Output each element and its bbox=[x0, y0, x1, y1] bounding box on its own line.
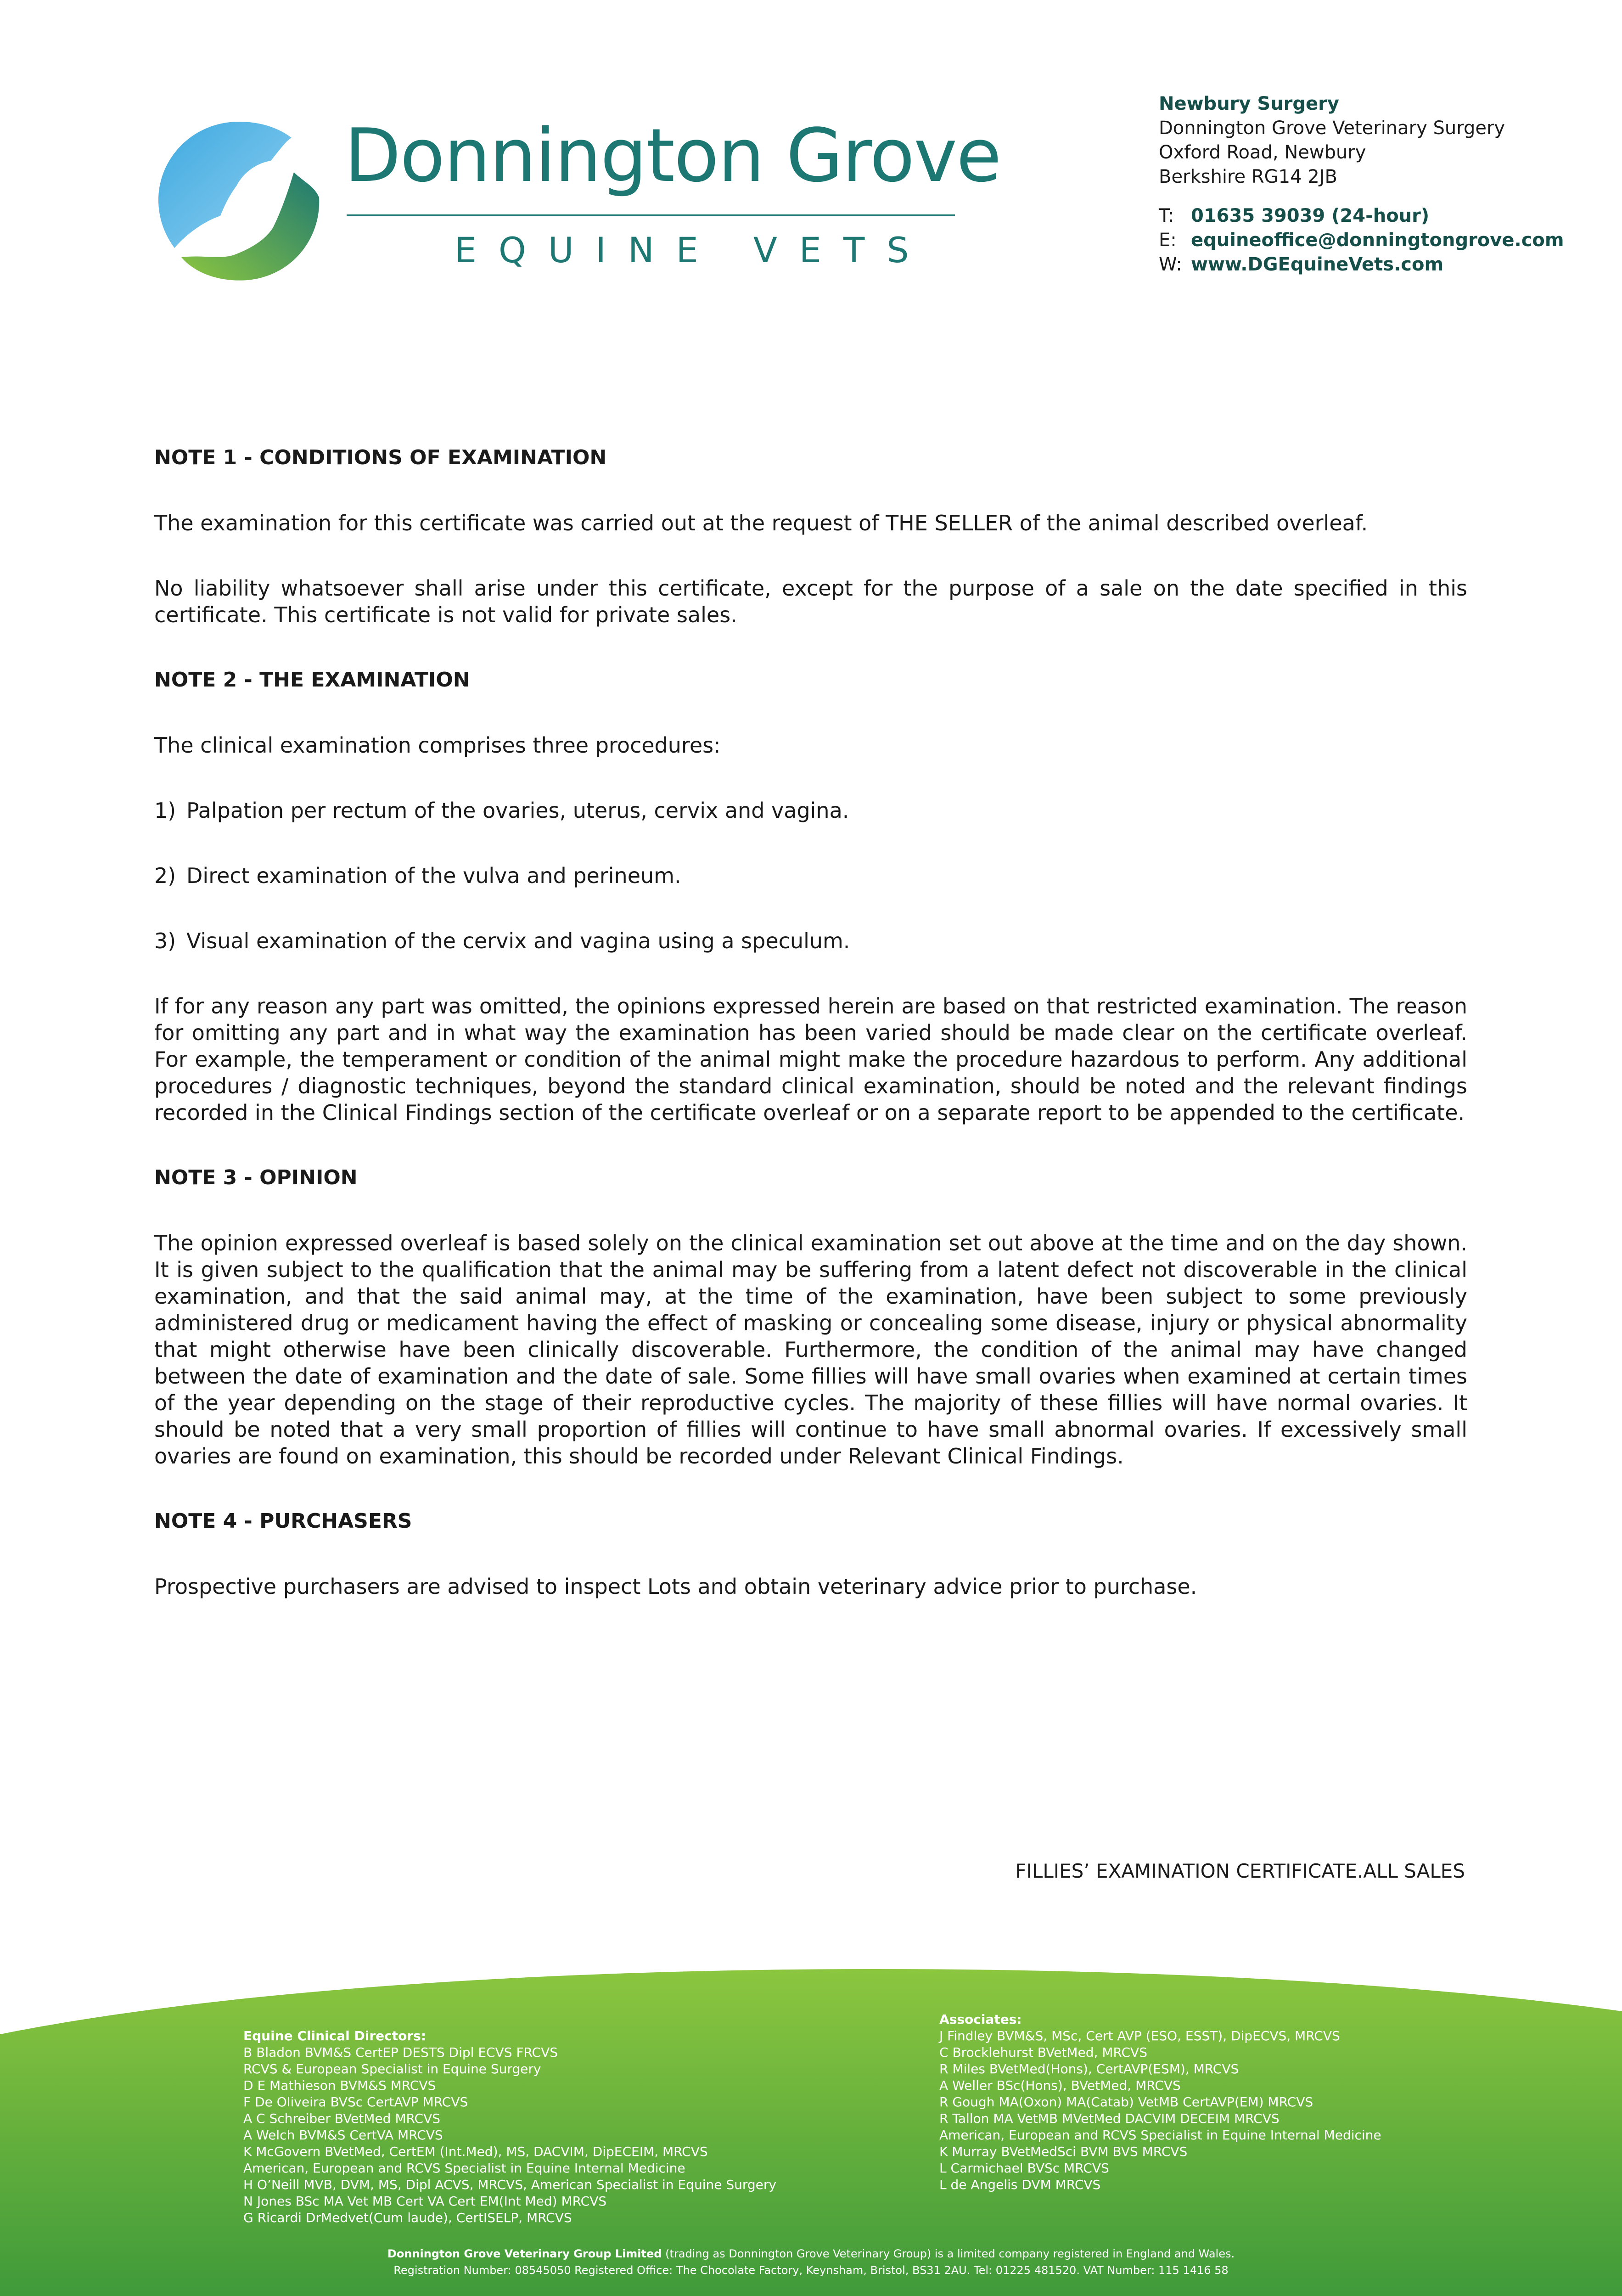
note-2-heading: NOTE 2 - THE EXAMINATION bbox=[154, 668, 470, 692]
associate-entry: C Brocklehurst BVetMed, MRCVS bbox=[939, 2045, 1147, 2060]
legal-footer bbox=[0, 2245, 1622, 2279]
procedure-number: 2) bbox=[154, 863, 176, 888]
legal-text: (trading as Donnington Grove Veterinary Group) is a limited company registered in England and Wales. bbox=[662, 2247, 1235, 2260]
associate-entry: K Murray BVetMedSci BVM BVS MRCVS bbox=[939, 2144, 1188, 2159]
contact-block bbox=[1159, 92, 1564, 277]
email-link[interactable]: equineoffice@donningtongrove.com bbox=[1191, 230, 1564, 251]
legal-line-1 bbox=[0, 2245, 1622, 2262]
email-label: E: bbox=[1159, 230, 1177, 251]
website-link[interactable]: www.DGEquineVets.com bbox=[1191, 254, 1444, 275]
director-entry: B Bladon BVM&S CertEP DESTS Dipl ECVS FRCVS bbox=[243, 2045, 558, 2060]
associate-entry: L de Angelis DVM MRCVS bbox=[939, 2177, 1101, 2192]
certificate-label: FILLIES’ EXAMINATION CERTIFICATE.ALL SALES bbox=[1015, 1860, 1465, 1882]
procedure-text: Palpation per rectum of the ovaries, uterus, cervix and vagina. bbox=[186, 798, 849, 823]
legal-line-2: Registration Number: 08545050 Registered Office: The Chocolate Factory, Keynsham, Bristol, BS31 2AU. Tel: 01225 481520. VAT Number: 115 1416 58 bbox=[393, 2264, 1229, 2277]
note-2-paragraph: If for any reason any part was omitted, the opinions expressed herein are based on that restricted examination. The reason for omitting any part and in what way the examination has been varied should be made clear on the certificate overleaf. For example, the temperament or condition of the animal might make the procedure hazardous to perform. Any additional procedures / diagnostic techniques, beyond the standard clinical examination, should be noted and the relevant findings recorded in the Clinical Findings section of the certificate overleaf or on a separate report to be appended to the certificate. bbox=[154, 994, 1467, 1125]
director-entry: American, European and RCVS Specialist in Equine Internal Medicine bbox=[243, 2161, 685, 2176]
director-entry: A C Schreiber BVetMed MRCVS bbox=[243, 2111, 441, 2126]
director-entry: H O’Neill MVB, DVM, MS, Dipl ACVS, MRCVS, American Specialist in Equine Surgery bbox=[243, 2177, 776, 2192]
note-2-intro: The clinical examination comprises three procedures: bbox=[154, 733, 721, 758]
web-row bbox=[1159, 253, 1564, 277]
procedure-text: Visual examination of the cervix and vagina using a speculum. bbox=[186, 929, 850, 953]
notes-body bbox=[154, 445, 1467, 1600]
note-4-heading: NOTE 4 - PURCHASERS bbox=[154, 1509, 412, 1533]
associate-entry: A Weller BSc(Hons), BVetMed, MRCVS bbox=[939, 2078, 1181, 2093]
associate-entry: R Gough MA(Oxon) MA(Catab) VetMB CertAVP(EM) MRCVS bbox=[939, 2094, 1313, 2110]
brand-name: Donnington Grove bbox=[344, 113, 1001, 198]
director-entry: F De Oliveira BVSc CertAVP MRCVS bbox=[243, 2094, 468, 2110]
associate-entry: L Carmichael BVSc MRCVS bbox=[939, 2161, 1109, 2176]
address-line: Berkshire RG14 2JB bbox=[1159, 166, 1337, 187]
procedure-number: 1) bbox=[154, 798, 176, 823]
procedure-number: 3) bbox=[154, 929, 176, 953]
phone-number: 01635 39039 (24-hour) bbox=[1191, 205, 1430, 226]
procedure-item bbox=[154, 862, 1467, 889]
brand-subtitle: EQUINE VETS bbox=[455, 230, 931, 270]
director-entry: N Jones BSc MA Vet MB Cert VA Cert EM(Int Med) MRCVS bbox=[243, 2194, 607, 2209]
address-line: Donnington Grove Veterinary Surgery bbox=[1159, 118, 1505, 139]
note-3-paragraph: The opinion expressed overleaf is based solely on the clinical examination set out above at the time and on the day shown. It is given subject to the qualification that the animal may be suffering from a latent defect not discoverable in the clinical examination, and that the said animal may, at the time of the examination, have been subject to some previously administered drug or medicament having the effect of masking or concealing some disease, injury or physical abnormality that might otherwise have been clinically discoverable. Furthermore, the condition of the animal may have changed between the date of examination and the date of sale. Some fillies will have small ovaries when examined at certain times of the year depending on the stage of their reproductive cycles. The majority of these fillies will have normal ovaries. It should be noted that a very small proportion of fillies will continue to have small abnormal ovaries. If excessively small ovaries are found on examination, this should be recorded under Relevant Clinical Findings. bbox=[154, 1231, 1467, 1469]
surgery-address bbox=[1159, 116, 1564, 189]
company-name: Donnington Grove Veterinary Group Limited bbox=[387, 2247, 662, 2260]
procedure-text: Direct examination of the vulva and perineum. bbox=[186, 863, 681, 888]
web-label: W: bbox=[1159, 254, 1182, 275]
associates-heading: Associates: bbox=[939, 2012, 1022, 2027]
horse-head-logo-icon bbox=[156, 117, 321, 282]
associate-entry: R Tallon MA VetMB MVetMed DACVIM DECEIM MRCVS bbox=[939, 2111, 1280, 2126]
procedure-item bbox=[154, 928, 1467, 954]
note-1-heading: NOTE 1 - CONDITIONS OF EXAMINATION bbox=[154, 446, 607, 469]
surgery-name: Newbury Surgery bbox=[1159, 93, 1339, 114]
phone-label: T: bbox=[1159, 205, 1174, 226]
director-entry: D E Mathieson BVM&S MRCVS bbox=[243, 2078, 436, 2093]
associate-entry: J Findley BVM&S, MSc, Cert AVP (ESO, ESST), DipECVS, MRCVS bbox=[939, 2028, 1340, 2043]
director-entry: RCVS & European Specialist in Equine Surgery bbox=[243, 2061, 541, 2077]
associate-entry: American, European and RCVS Specialist in Equine Internal Medicine bbox=[939, 2127, 1381, 2143]
note-4-paragraph: Prospective purchasers are advised to inspect Lots and obtain veterinary advice prior to purchase. bbox=[154, 1574, 1197, 1599]
phone-row bbox=[1159, 204, 1564, 228]
note-3-heading: NOTE 3 - OPINION bbox=[154, 1166, 358, 1189]
note-1-paragraph: No liability whatsoever shall arise under this certificate, except for the purpose of a sale on the date specified in this certificate. This certificate is not valid for private sales. bbox=[154, 576, 1467, 627]
associate-entry: R Miles BVetMed(Hons), CertAVP(ESM), MRCVS bbox=[939, 2061, 1239, 2077]
director-entry: G Ricardi DrMedvet(Cum laude), CertISELP, MRCVS bbox=[243, 2210, 572, 2225]
brand-divider bbox=[347, 214, 955, 216]
address-line: Oxford Road, Newbury bbox=[1159, 142, 1366, 163]
note-1-paragraph: The examination for this certificate was carried out at the request of THE SELLER of the animal described overleaf. bbox=[154, 511, 1368, 535]
directors-heading: Equine Clinical Directors: bbox=[243, 2028, 427, 2043]
email-row bbox=[1159, 228, 1564, 253]
procedure-item bbox=[154, 797, 1467, 824]
director-entry: K McGovern BVetMed, CertEM (Int.Med), MS, DACVIM, DipECEIM, MRCVS bbox=[243, 2144, 708, 2159]
associates-list bbox=[939, 2011, 1381, 2193]
directors-list bbox=[243, 2028, 776, 2226]
brand-logo bbox=[156, 113, 1001, 282]
director-entry: A Welch BVM&S CertVA MRCVS bbox=[243, 2127, 443, 2143]
